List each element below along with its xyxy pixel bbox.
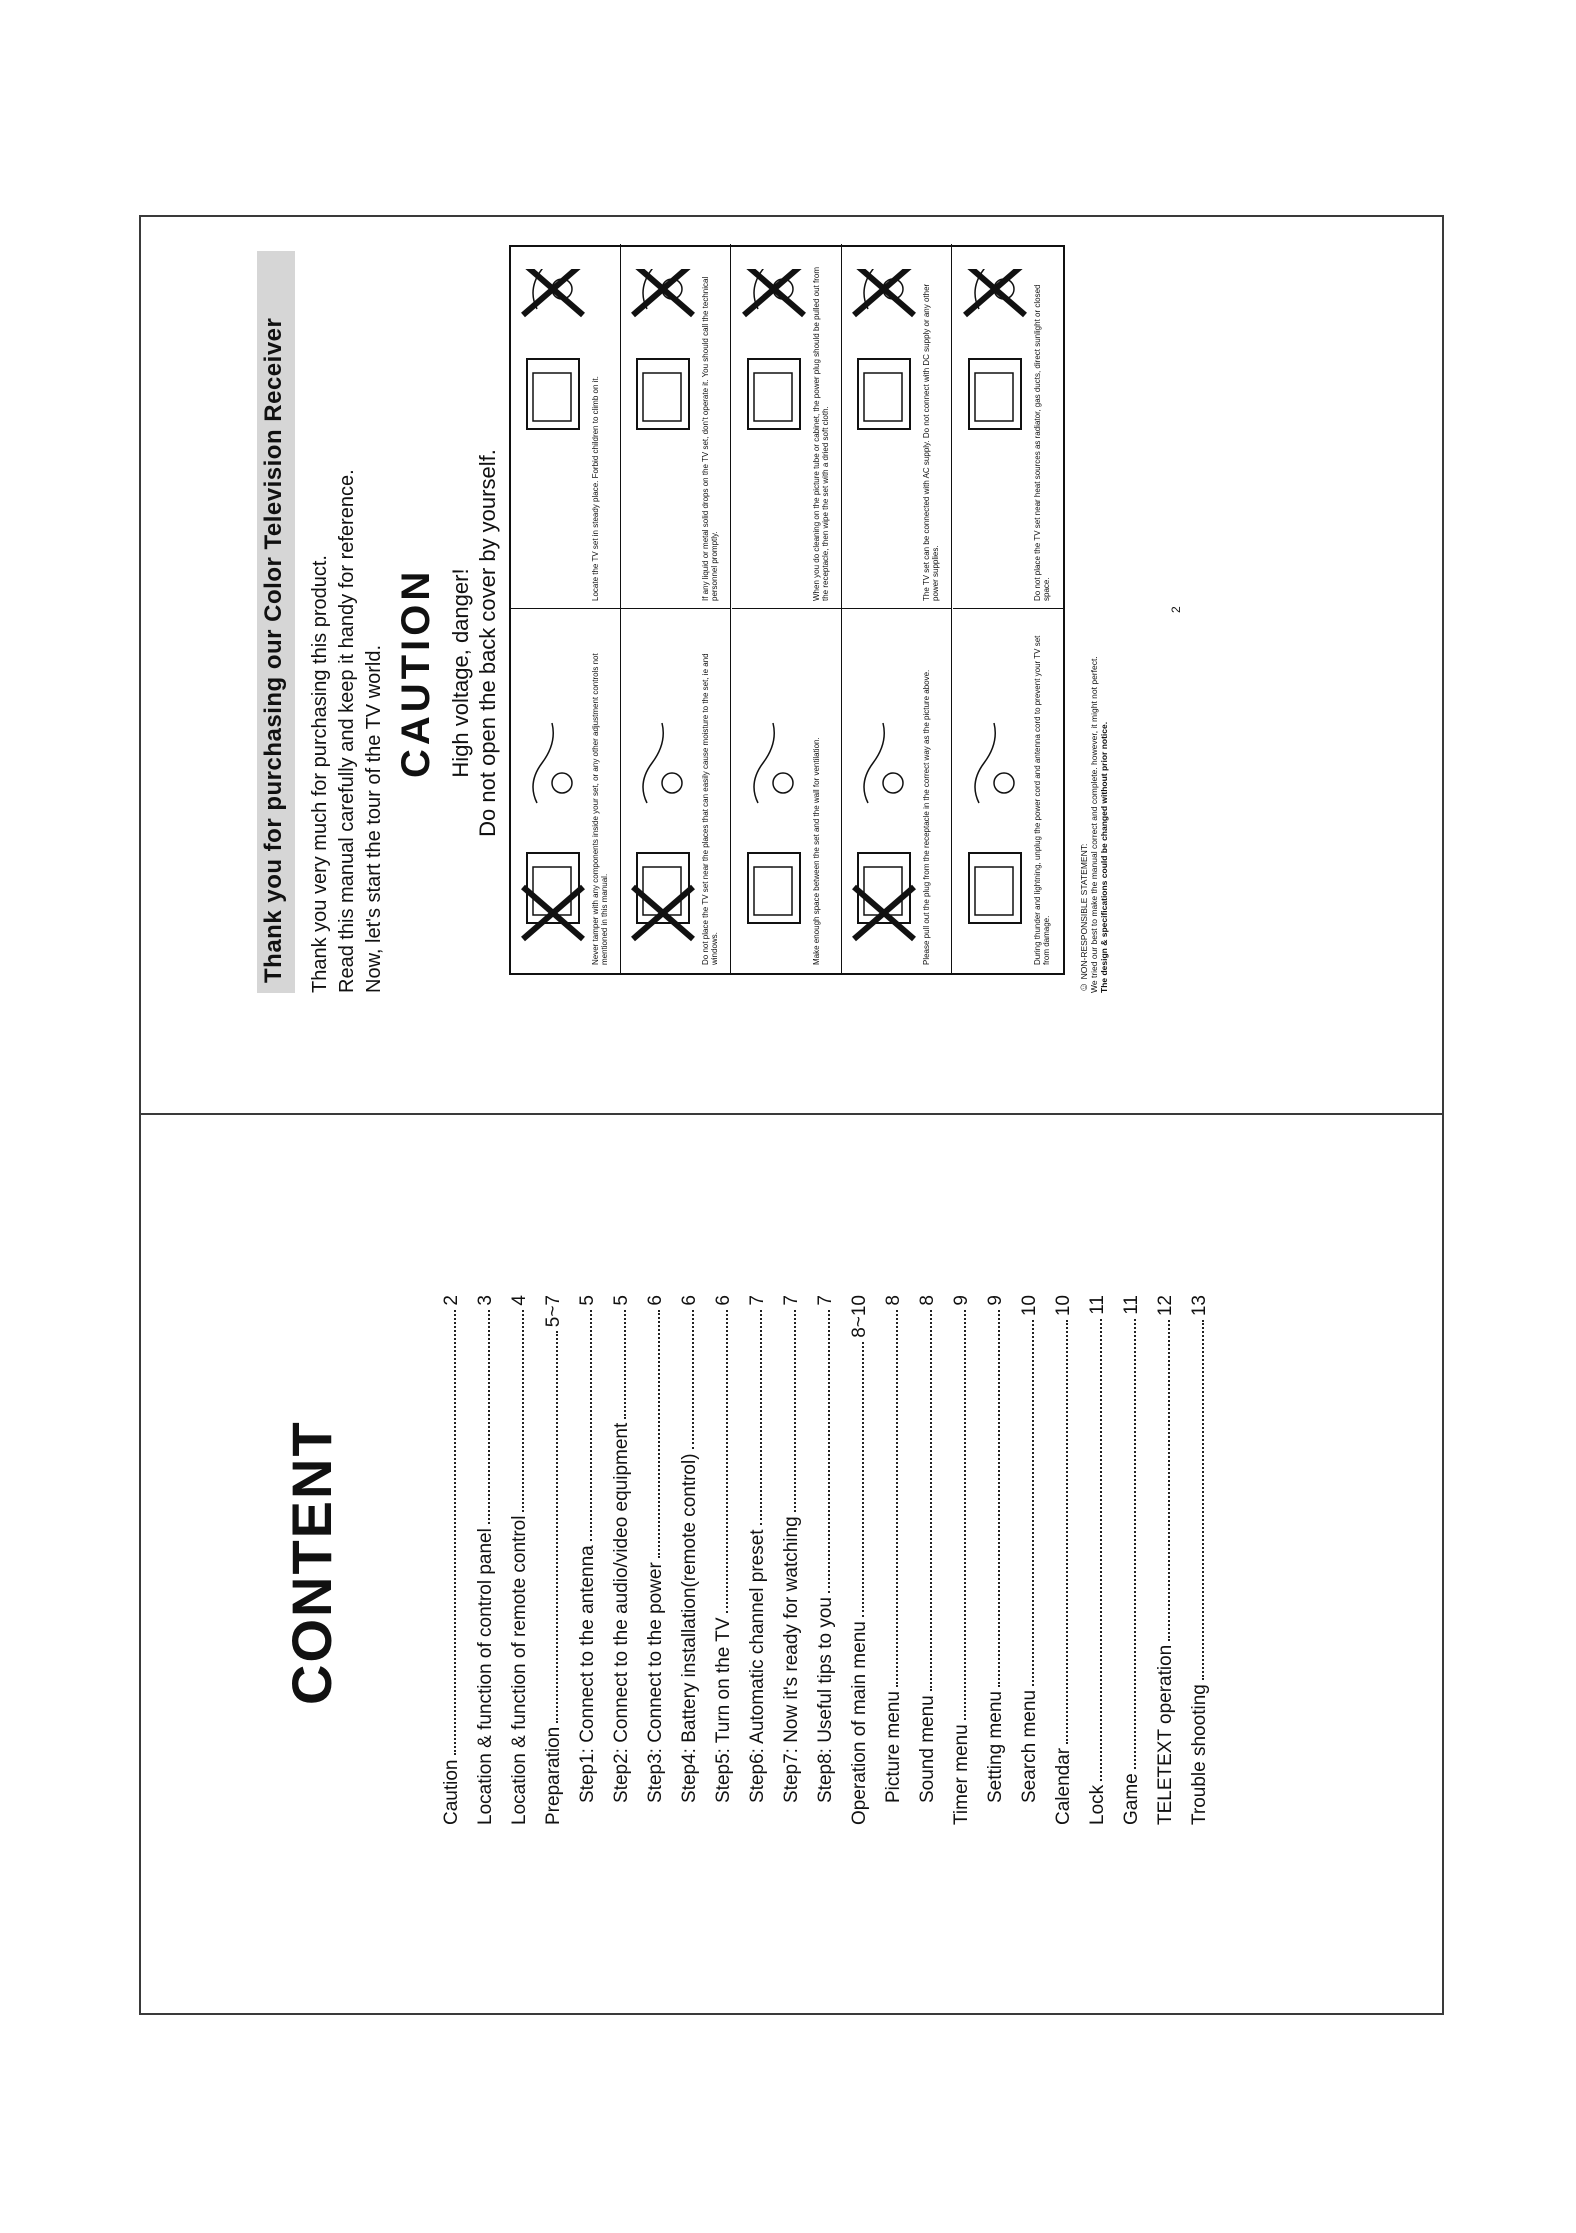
toc-row: [565, 1295, 599, 1825]
smiley-icon: ☺: [1078, 981, 1090, 993]
tv-illustration-icon: [848, 633, 920, 953]
toc-label: Location & function of control panel: [475, 1528, 496, 1825]
toc-leader: [1202, 1320, 1204, 1680]
toc-row: [497, 1295, 531, 1825]
toc-label: Setting menu: [985, 1691, 1006, 1803]
warning-line-2: Do not open the back cover by yourself.: [475, 449, 500, 837]
caution-illustration-grid: [509, 245, 1065, 975]
intro-text: [307, 233, 388, 993]
toc-label: Step1: Connect to the antenna: [577, 1545, 598, 1803]
toc-page-number: 3: [475, 1295, 496, 1306]
toc-label: Lock: [1087, 1784, 1108, 1825]
tv-illustration-icon: [959, 633, 1031, 953]
toc-row: [973, 1295, 1007, 1825]
toc-row: [803, 1295, 837, 1825]
toc-leader: [522, 1310, 524, 1512]
caution-cell: [842, 244, 952, 609]
nonresp-line: The design & specifications could be changed without prior notice.: [1099, 721, 1109, 993]
intro-line: Thank you very much for purchasing this product.: [309, 555, 331, 993]
caution-heading: CAUTION: [394, 567, 438, 778]
intro-line: Now, let's start the tour of the TV world.: [363, 644, 385, 993]
toc-label: Sound menu: [917, 1695, 938, 1803]
toc-page-number: 10: [1053, 1295, 1074, 1317]
caution-caption: Never tamper with any components inside your set, or any other adjustment controls not mentioned in this manual.: [591, 653, 609, 965]
rotated-sheet: [139, 215, 1444, 2015]
toc-label: Picture menu: [883, 1691, 904, 1803]
toc-label: Location & function of remote control: [509, 1515, 530, 1825]
toc-leader: [828, 1310, 830, 1593]
toc-page-number: 5~7: [543, 1295, 564, 1328]
toc-page-number: 11: [1087, 1295, 1108, 1315]
intro-line: Read this manual carefully and keep it handy for reference.: [336, 469, 358, 993]
caution-caption: Locate the TV set in steady place. Forbid children to climb on it.: [591, 376, 600, 601]
toc-row: [905, 1295, 939, 1825]
caution-cell: [953, 608, 1063, 973]
toc-label: Step2: Connect to the audio/video equipment: [611, 1422, 632, 1803]
toc-page-number: 2: [441, 1295, 462, 1306]
toc-page-number: 8: [883, 1295, 904, 1306]
toc-label: Operation of main menu: [849, 1621, 870, 1825]
toc-page-number: 7: [815, 1295, 836, 1306]
caution-cell: [511, 608, 621, 973]
toc-row: [1075, 1295, 1109, 1825]
toc-label: Step3: Connect to the power: [645, 1562, 666, 1803]
banner-text: Thank you for purchasing our Color Television Receiver: [260, 317, 287, 983]
toc-page-number: 4: [509, 1295, 530, 1306]
toc-page-number: 5: [611, 1295, 632, 1306]
toc-leader: [862, 1342, 864, 1617]
toc-page-number: 7: [747, 1295, 768, 1306]
toc-leader: [930, 1310, 932, 1692]
toc-leader: [964, 1310, 966, 1721]
toc-row: [531, 1295, 565, 1825]
tv-illustration-icon: [627, 633, 699, 953]
content-title: CONTENT: [280, 1420, 343, 1705]
toc-row: [1041, 1295, 1075, 1825]
toc-row: [633, 1295, 667, 1825]
toc-leader: [624, 1310, 626, 1419]
toc-leader: [1168, 1320, 1170, 1641]
caution-cell: [953, 244, 1063, 609]
toc-page-number: 5: [577, 1295, 598, 1306]
toc-row: [463, 1295, 497, 1825]
toc-page-number: 8~10: [849, 1295, 870, 1338]
caution-caption: When you do cleaning on the picture tube or cabinet, the power plug should be pulled out from the receptacle, then wipe the set with a dried soft cloth.: [811, 267, 830, 601]
toc-page-number: 6: [679, 1295, 700, 1306]
tv-illustration-icon: [959, 269, 1031, 589]
toc-label: Step5: Turn on the TV: [713, 1617, 734, 1803]
tv-illustration-icon: [848, 269, 920, 589]
tv-illustration-icon: [517, 269, 589, 589]
tv-illustration-icon: [738, 269, 810, 589]
toc-row: [599, 1295, 633, 1825]
toc-leader: [1134, 1319, 1136, 1770]
toc-leader: [658, 1310, 660, 1559]
toc-row: [837, 1295, 871, 1825]
toc-leader: [692, 1310, 694, 1450]
caution-cell: [732, 608, 842, 973]
tv-illustration-icon: [627, 269, 699, 589]
toc-label: Trouble shooting: [1189, 1684, 1210, 1825]
caution-caption: Please pull out the plug from the receptacle in the correct way as the picture above.: [922, 669, 932, 965]
caution-cell: [621, 608, 731, 973]
toc-row: [939, 1295, 973, 1825]
toc-row: [1143, 1295, 1177, 1825]
warning-line-1: High voltage, danger!: [448, 568, 473, 778]
toc-page-number: 9: [951, 1295, 972, 1306]
toc-row: [1007, 1295, 1041, 1825]
toc-leader: [726, 1310, 728, 1614]
toc-label: Preparation: [543, 1726, 564, 1825]
toc-page-number: 12: [1155, 1295, 1176, 1317]
toc-page-number: 6: [713, 1295, 734, 1306]
toc-label: Step7: Now it's ready for watching: [781, 1516, 802, 1803]
toc-label: Search menu: [1019, 1689, 1040, 1803]
caution-caption: During thunder and lightning, unplug the power cord and antenna cord to prevent your TV set from damage.: [1032, 635, 1051, 965]
toc-leader: [998, 1310, 1000, 1687]
caution-caption: The TV set can be connected with AC supply. Do not connect with DC supply or any other power supplies.: [922, 283, 941, 601]
caution-cell: [621, 244, 731, 609]
caution-page: [139, 215, 1444, 1113]
toc-label: Step4: Battery installation(remote control): [679, 1453, 700, 1803]
toc-label: Calendar: [1053, 1747, 1074, 1825]
toc-row: [871, 1295, 905, 1825]
toc-leader: [590, 1310, 592, 1542]
toc-leader: [896, 1310, 898, 1687]
toc-row: [667, 1295, 701, 1825]
caution-caption: Do not place the TV set near heat sources as radiator, gas ducts, direct sunlight or closed space.: [1032, 284, 1051, 601]
toc-label: Timer menu: [951, 1724, 972, 1825]
toc-page-number: 9: [985, 1295, 1006, 1306]
toc-page-number: 10: [1019, 1295, 1040, 1317]
toc-row: [1109, 1295, 1143, 1825]
toc-leader: [488, 1310, 490, 1525]
toc-page-number: 11: [1121, 1295, 1142, 1315]
toc-page-number: 8: [917, 1295, 938, 1306]
toc-row: [429, 1295, 463, 1825]
toc-page-number: 13: [1189, 1295, 1210, 1317]
nonresp-line: We tried our best to make the manual correct and complete. however, it might not perfect.: [1089, 656, 1099, 993]
caution-caption: Do not place the TV set near the places that can easily cause moisture to the set, ie and windows.: [701, 653, 720, 965]
caution-caption: If any liquid or metal solid drops on the TV set, don't operate it. You should call the technical personnel promptly.: [701, 276, 720, 601]
caution-caption: Make enough space between the set and the wall for ventilation.: [811, 737, 821, 965]
toc-leader: [556, 1331, 558, 1723]
toc-label: Caution: [441, 1759, 462, 1825]
non-responsible-statement: [1079, 253, 1109, 993]
table-of-contents: [429, 1295, 1211, 1825]
toc-row: [735, 1295, 769, 1825]
page-number: 2: [1169, 606, 1183, 613]
toc-label: TELETEXT operation: [1155, 1644, 1176, 1825]
toc-leader: [1066, 1320, 1068, 1744]
nonresp-title: NON-RESPONSIBLE STATEMENT:: [1079, 843, 1089, 980]
content-page: [139, 1115, 1444, 2015]
toc-leader: [1100, 1319, 1102, 1781]
toc-leader: [1032, 1320, 1034, 1686]
toc-page-number: 7: [781, 1295, 802, 1306]
caution-cell: [732, 244, 842, 609]
toc-label: Step8: Useful tips to you: [815, 1597, 836, 1803]
toc-label: Game: [1121, 1773, 1142, 1825]
toc-row: [1177, 1295, 1211, 1825]
tv-illustration-icon: [738, 633, 810, 953]
toc-leader: [454, 1310, 456, 1756]
thank-you-banner: [257, 251, 295, 993]
toc-row: [769, 1295, 803, 1825]
toc-label: Step6: Automatic channel preset: [747, 1529, 768, 1803]
tv-illustration-icon: [517, 633, 589, 953]
caution-cell: [511, 244, 621, 609]
toc-leader: [760, 1310, 762, 1526]
toc-leader: [794, 1310, 796, 1513]
toc-page-number: 6: [645, 1295, 666, 1306]
caution-cell: [842, 608, 952, 973]
toc-row: [701, 1295, 735, 1825]
